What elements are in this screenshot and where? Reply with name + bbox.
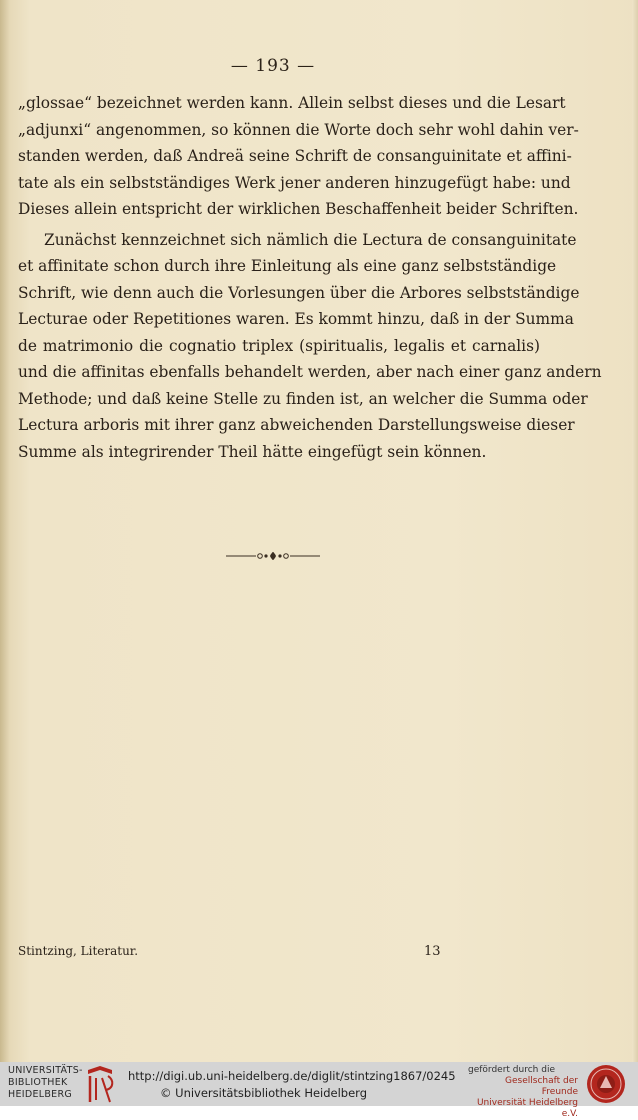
funded-by-label: gefördert durch die — [468, 1065, 555, 1075]
library-name-line-2: BIBLIOTHEK — [8, 1077, 68, 1088]
signature-number: 13 — [424, 944, 441, 959]
page-edge — [632, 0, 638, 1062]
text-line-10: de matrimonio die cognatio triplex (spiritualis, legalis et carnalis) — [18, 336, 540, 355]
text-line-12: Methode; und daß keine Stelle zu finden ist, an welcher die Summa oder — [18, 389, 588, 408]
text-line-4: tate als ein selbstständiges Werk jener anderen hinzugefügt habe: und — [18, 173, 571, 192]
text-line-13: Lectura arboris mit ihrer ganz abweichenden Darstellungsweise dieser — [18, 416, 575, 434]
sponsor-name-line-1: Gesellschaft der Freunde — [505, 1076, 578, 1097]
library-name — [8, 1065, 83, 1101]
text-line-9: Lecturae oder Repetitiones waren. Es kommt hinzu, daß in der Summa — [18, 310, 574, 328]
body-text — [18, 90, 602, 465]
ub-heidelberg-logo-icon — [84, 1064, 116, 1104]
text-line-2: „adjunxi“ angenommen, so können die Worte doch sehr wohl dahin ver- — [18, 120, 579, 139]
copyright-notice: © Universitätsbibliothek Heidelberg — [160, 1086, 368, 1100]
text-line-3: standen werden, daß Andreä seine Schrift de consanguinitate et affini- — [18, 147, 572, 165]
library-name-line-3: HEIDELBERG — [8, 1089, 73, 1100]
university-seal-icon[interactable] — [586, 1064, 626, 1104]
section-divider-ornament — [226, 549, 320, 563]
permalink-url[interactable]: http://digi.ub.uni-heidelberg.de/diglit/stintzing1867/0245 — [128, 1069, 456, 1083]
signature-mark: Stintzing, Literatur. — [18, 944, 139, 958]
text-line-11: und die affinitas ebenfalls behandelt werden, aber nach einer ganz andern — [18, 363, 602, 381]
sponsor-name-line-2: Universität Heidelberg e.V. — [476, 1098, 578, 1119]
text-line-14: Summe als integrirender Theil hätte eingefügt sein können. — [18, 442, 487, 461]
library-name-line-1: UNIVERSITÄTS- — [8, 1065, 83, 1076]
sponsor-name — [468, 1076, 578, 1120]
text-line-7: et affinitate schon durch ihre Einleitung als eine ganz selbstständige — [18, 257, 557, 275]
text-line-6: Zunächst kennzeichnet sich nämlich die Lectura de consanguinitate — [44, 230, 577, 249]
text-line-1: „glossae“ bezeichnet werden kann. Allein selbst dieses und die Lesart — [18, 94, 566, 112]
page-number: — 193 — — [230, 56, 316, 76]
text-line-8: Schrift, wie denn auch die Vorlesungen über die Arbores selbstständige — [18, 283, 580, 302]
text-line-5: Dieses allein entspricht der wirklichen Beschaffenheit beider Schriften. — [18, 200, 579, 218]
library-banner — [0, 1062, 638, 1119]
